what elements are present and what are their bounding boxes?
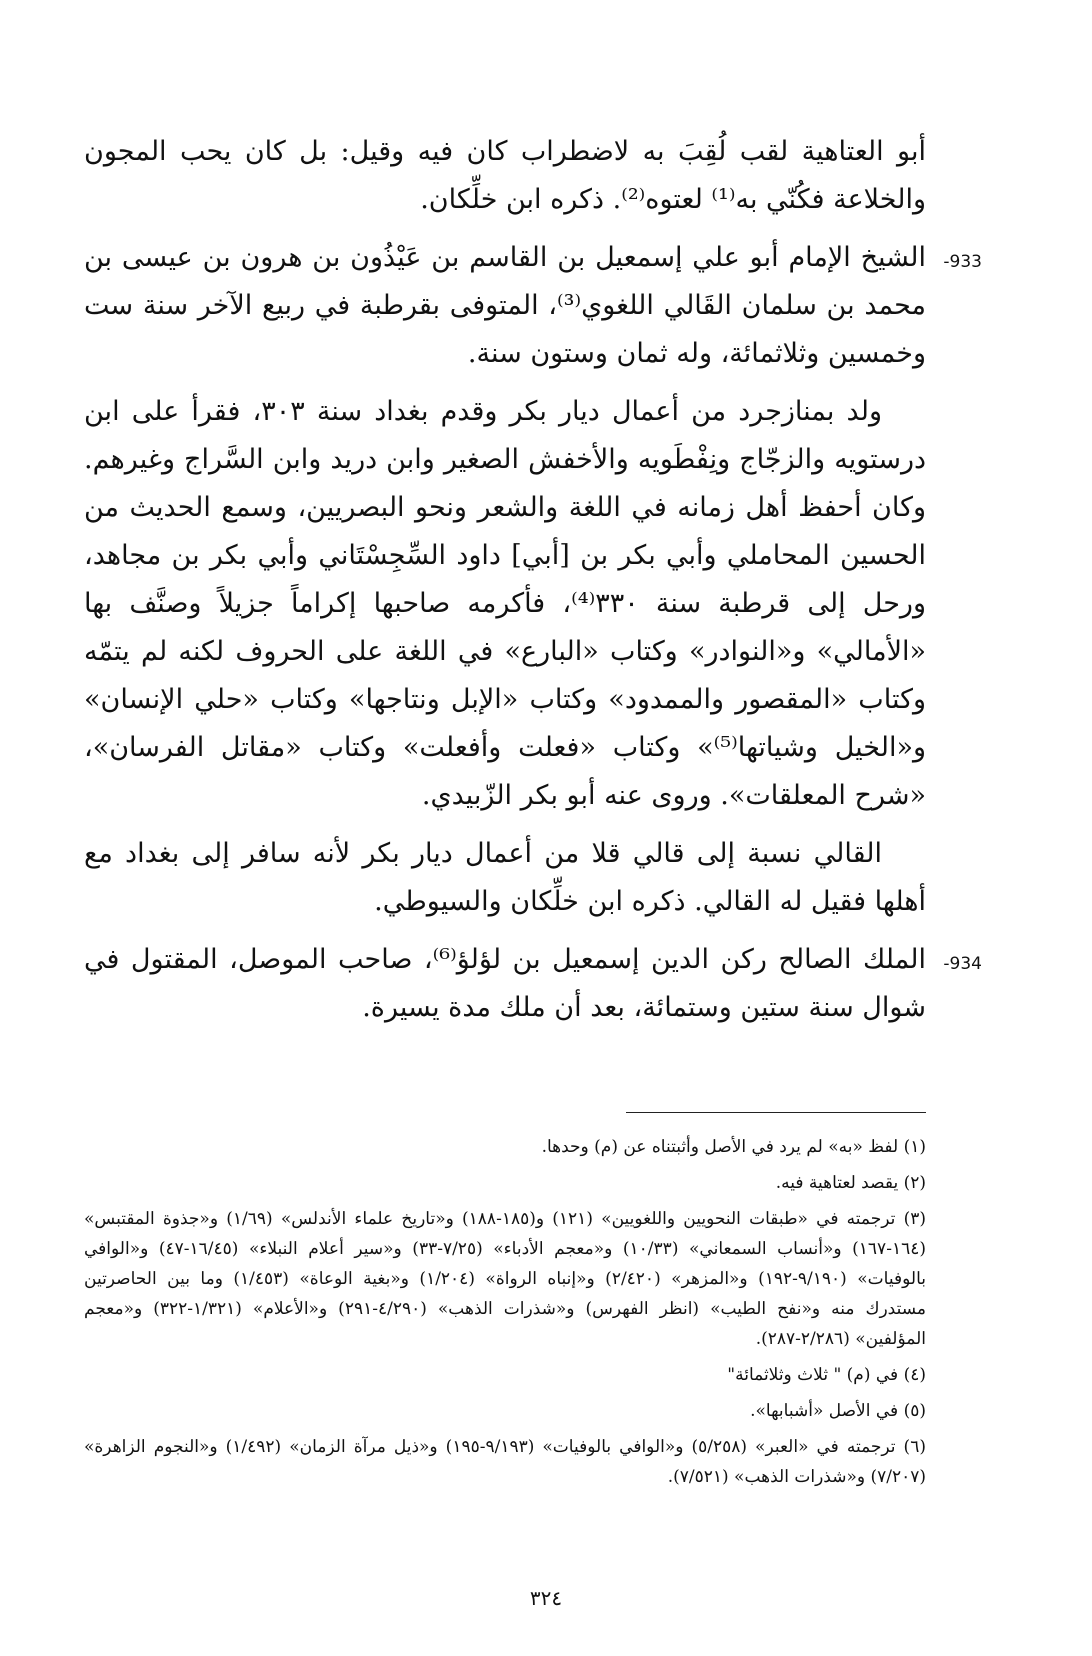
footnote: (٤) في (م) " ثلاث وثلاثمائة": [727, 1365, 926, 1385]
footnote: (٣) ترجمته في «طبقات النحويين واللغويين» (١٢١) و(١٨٥-١٨٨) و«تاريخ علماء الأندلس» (١/٦٩) و«جذوة المقتبس» (١٦٤-١٦٧) و«أنساب السمعاني» (١٠/٣٣) و«معجم الأدباء» (٧/٢٥-٣٣) و«سير أعلام النبلاء» (١٦/٤٥-٤٧) و«الوافي بالوفيات» (٩/١٩٠-١٩٢) و«المزهر» (٢/٤٢٠) و«إنباه الرواة» (١/٢٠٤) و«بغية الوعاة» (١/٤٥٣) وما بين الحاصرتين مستدرك منه و«نفح الطيب» (انظر الفهرس) و«شذرات الذهب» (٤/٢٩٠-٢٩١) و«الأعلام» (١/٣٢١-٣٢٢) و«معجم المؤلفين» (٢/٢٨٦-٢٨٧).: [84, 1209, 926, 1349]
page-number: ٣٢٤: [529, 1586, 563, 1610]
footnote: (٦) ترجمته في «العبر» (٥/٢٥٨) و«الوافي بالوفيات» (٩/١٩٣-١٩٥) و«ذيل مرآة الزمان» (١/٤٩٢) و«النجوم الزاهرة» (٧/٢٠٧) و«شذرات الذهب» (٧/٥٢١).: [84, 1437, 926, 1487]
paragraph-biography: ولد بمنازجرد من أعمال ديار بكر وقدم بغداد سنة ٣٠٣، فقرأ على ابن درستويه والزجّاج ونِفْطَويه والأخفش الصغير وابن دريد وابن السَّراج وغيرهم. وكان أحفظ أهل زمانه في اللغة والشعر ونحو البصريين، وسمع الحديث من الحسين المحاملي وأبي بكر بن [أبي] داود السِّجِسْتَاني وأبي بكر بن مجاهد، ورحل إلى قرطبة سنة ٣٣٠⁽⁴⁾، فأكرمه صاحبها إكراماً جزيلاً وصنَّف بها «الأمالي» و«النوادر» وكتاب «البارع» في اللغة على الحروف لكنه لم يتمّه وكتاب «المقصور والممدود» وكتاب «الإبل ونتاجها» وكتاب «حلي الإنسان» و«الخيل وشياتها⁽⁵⁾» وكتاب «فعلت وأفعلت» وكتاب «مقاتل الفرسان»، «شرح المعلقات». وروى عنه أبو بكر الزّبيدي.: [84, 396, 927, 811]
footnote: (٢) يقصد لعتاهية فيه.: [775, 1173, 926, 1193]
entry-text: الشيخ الإمام أبو علي إسمعيل بن القاسم بن عَيْذُون بن هرون بن عيسى بن محمد بن سلمان القَالي اللغوي⁽³⁾، المتوفى بقرطبة في ربيع الآخر سنة ست وخمسين وثلاثمائة، وله ثمان وستون سنة.: [84, 242, 926, 369]
main-text: [84, 128, 982, 1042]
footnote: (١) لفظ «به» لم يرد في الأصل وأثبتناه عن (م) وحدها.: [541, 1137, 926, 1157]
entry-number: -933: [943, 252, 982, 272]
entry-934: [84, 936, 982, 1032]
entry-number: -934: [943, 954, 982, 974]
footnote-separator: [626, 1112, 926, 1113]
entry-933: [84, 234, 982, 378]
footnotes: [84, 1132, 926, 1498]
entry-text: الملك الصالح ركن الدين إسمعيل بن لؤلؤ⁽⁶⁾، صاحب الموصل، المقتول في شوال سنة ستين وستمائة، بعد أن ملك مدة يسيرة.: [84, 944, 926, 1023]
paragraph-nisba: القالي نسبة إلى قالي قلا من أعمال ديار بكر لأنه سافر إلى بغداد مع أهلها فقيل له القالي. ذكره ابن خلِّكان والسيوطي.: [84, 838, 926, 917]
footnote: (٥) في الأصل «أشبابها».: [750, 1401, 926, 1421]
paragraph-intro: أبو العتاهية لقب لُقِبَ به لاضطراب كان فيه وقيل: بل كان يحب المجون والخلاعة فكُنّي به⁽¹⁾ لعتوه⁽²⁾. ذكره ابن خلِّكان.: [84, 136, 926, 215]
